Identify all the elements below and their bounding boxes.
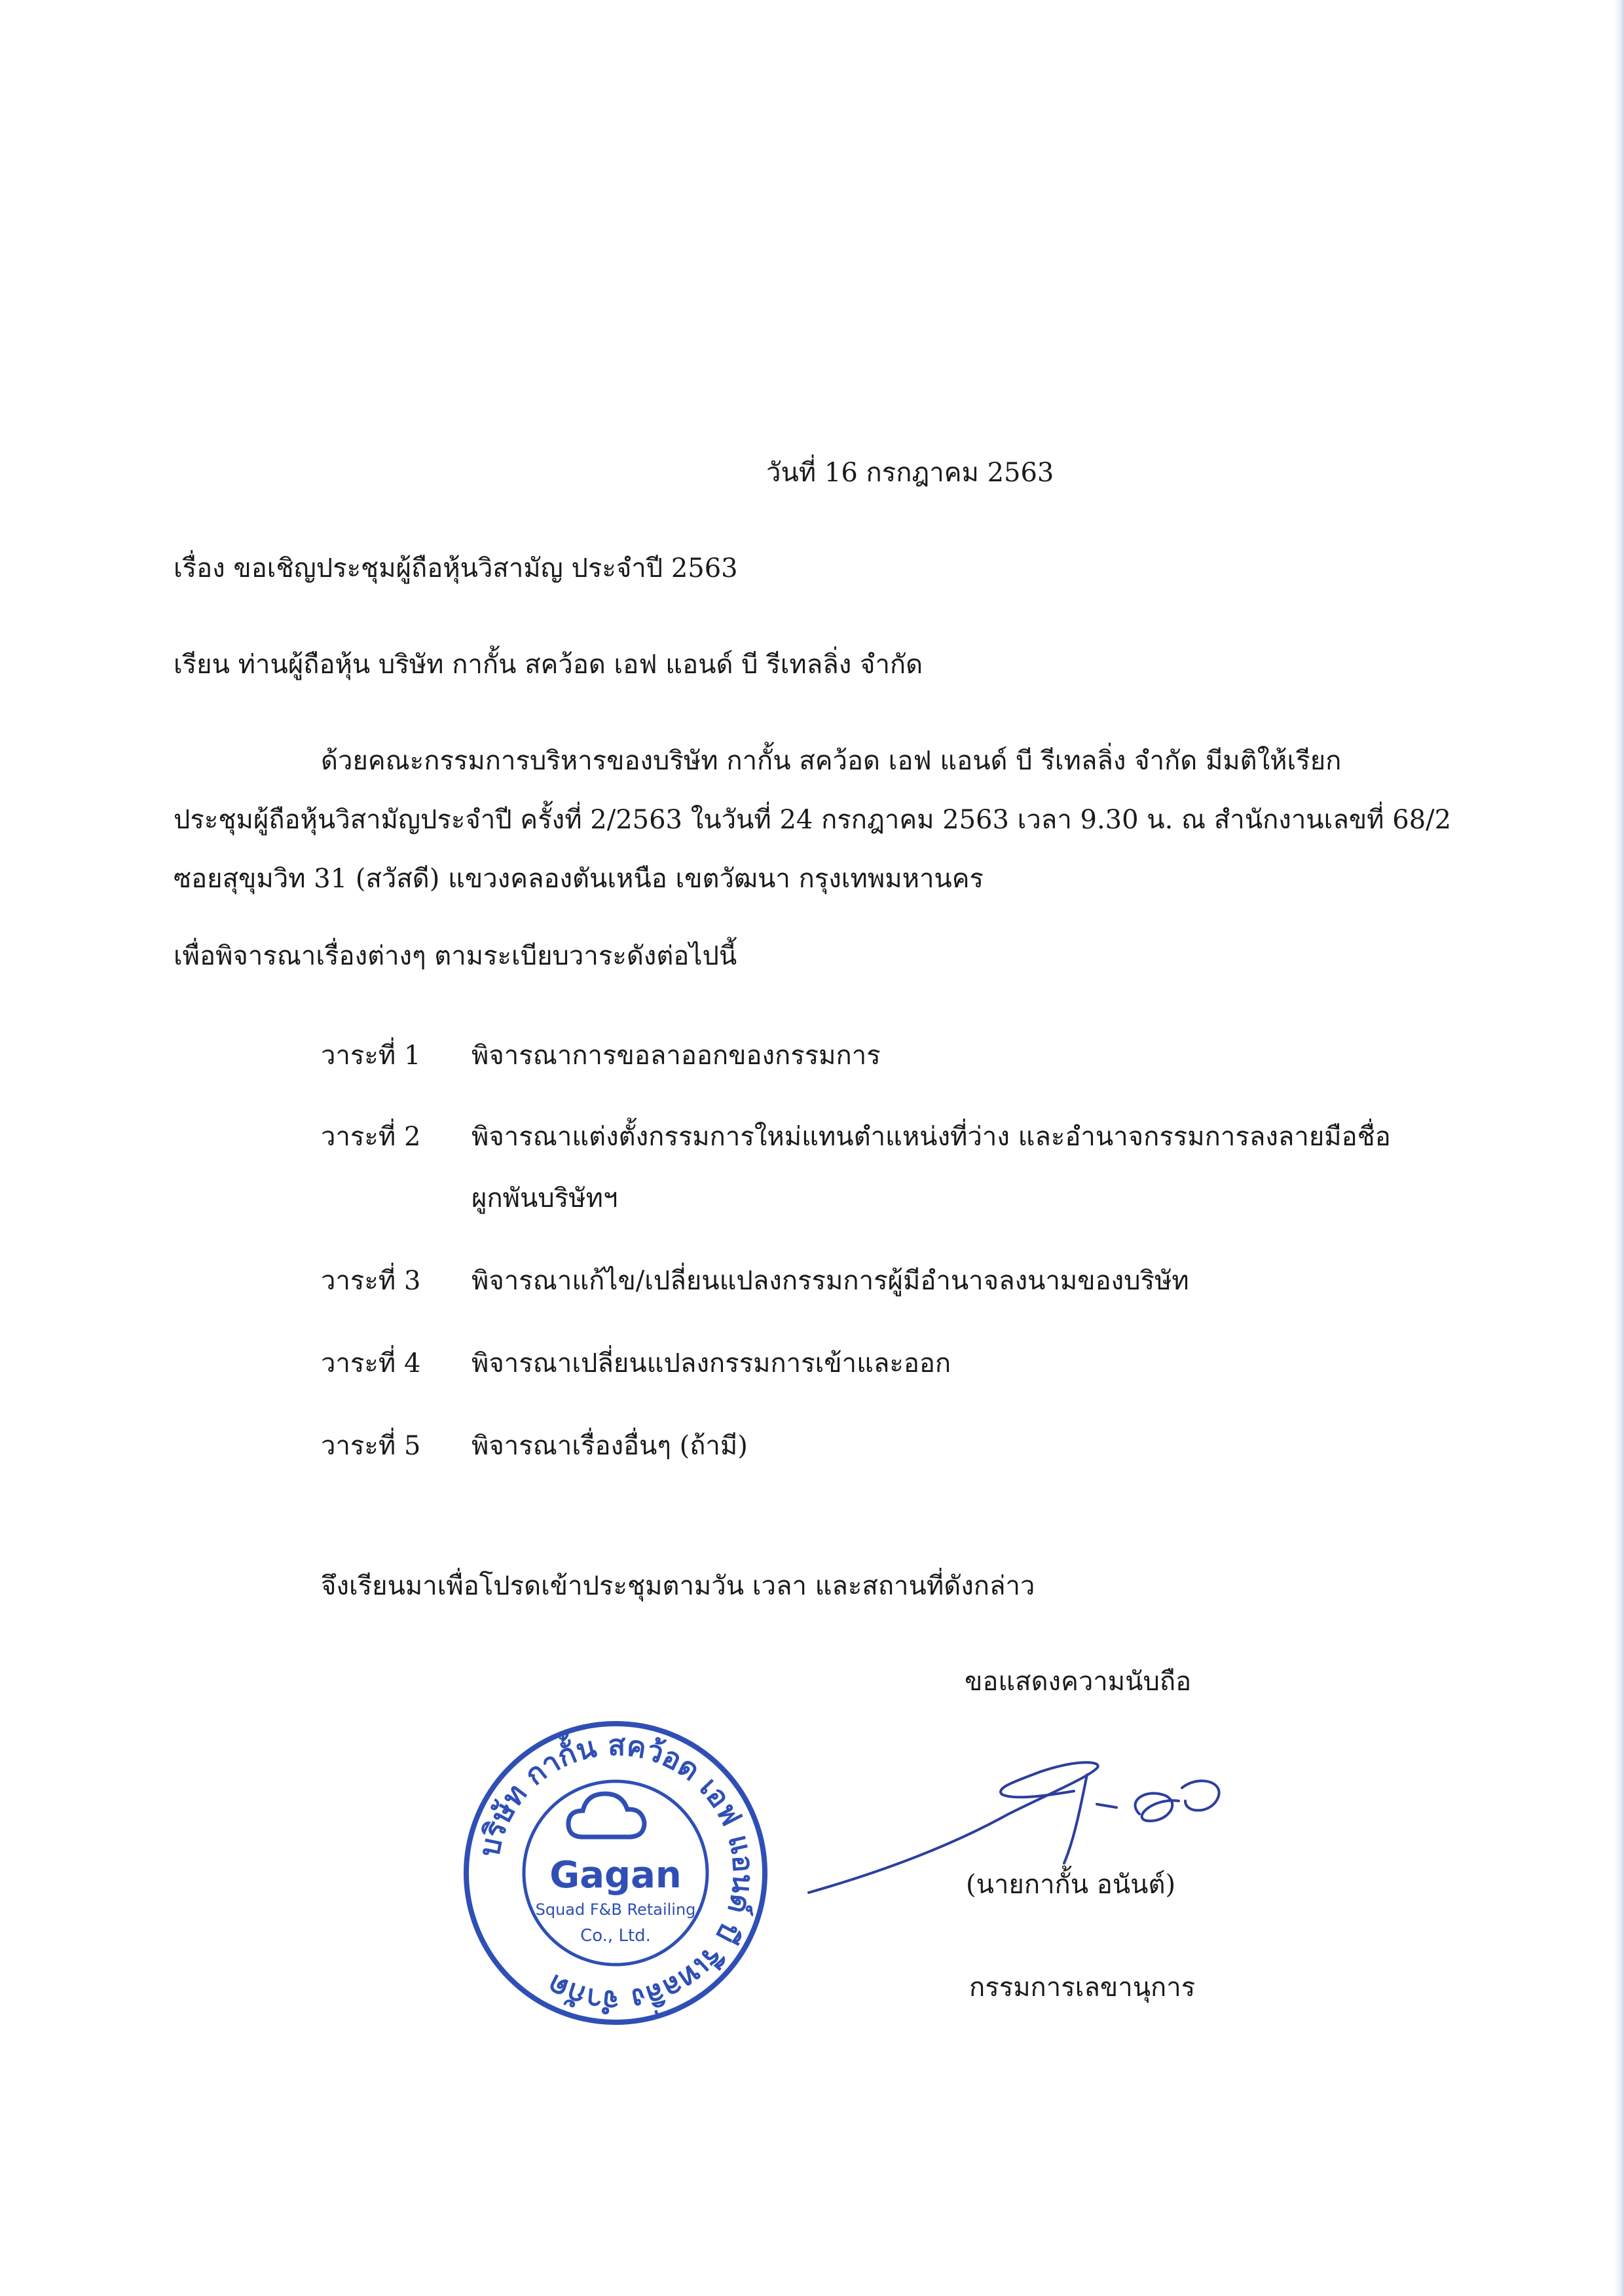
body-intro-line: เพื่อพิจารณาเรื่องต่างๆ ตามระเบียบวาระดังต่อไปนี้ — [174, 941, 737, 971]
seal-suffix: Co., Ltd. — [580, 1926, 651, 1946]
agenda-number: วาระที่ 3 — [321, 1266, 421, 1296]
agenda-text: พิจารณาแก้ไข/เปลี่ยนแปลงกรรมการผู้มีอำนาจลงนามของบริษัท — [471, 1266, 1189, 1296]
agenda-number: วาระที่ 1 — [321, 1041, 421, 1071]
seal-ring-text: บริษัท กากั้น สคว้อด เอฟ แอนด์ บี รีเทลลิ่ง จำกัด — [472, 1728, 760, 2018]
body-paragraph-line: ประชุมผู้ถือหุ้นวิสามัญประจำปี ครั้งที่ 2/2563 ในวันที่ 24 กรกฎาคม 2563 เวลา 9.30 น. ณ สำนักงานเลขที่ 68/2 — [174, 805, 1452, 835]
seal-brand: Gagan — [549, 1854, 682, 1897]
agenda-text-continued: ผูกพันบริษัทฯ — [471, 1183, 618, 1213]
body-paragraph-line: ซอยสุขุมวิท 31 (สวัสดี) แขวงคลองตันเหนือ เขตวัฒนา กรุงเทพมหานคร — [174, 864, 984, 894]
body-paragraph-line: ด้วยคณะกรรมการบริหารของบริษัท กากั้น สคว้อด เอฟ แอนด์ บี รีเทลลิ่ง จำกัด มีมติให้เรียก — [321, 746, 1342, 776]
seal-tagline: Squad F&B Retailing — [535, 1900, 696, 1919]
agenda-text: พิจารณาแต่งตั้งกรรมการใหม่แทนตำแหน่งที่ว่าง และอำนาจกรรมการลงลายมือชื่อ — [471, 1122, 1391, 1152]
cloud-icon — [568, 1794, 644, 1837]
agenda-number: วาระที่ 4 — [321, 1348, 421, 1379]
agenda-number: วาระที่ 2 — [321, 1122, 421, 1152]
agenda-text: พิจารณาเรื่องอื่นๆ (ถ้ามี) — [471, 1431, 748, 1461]
agenda-text: พิจารณาเปลี่ยนแปลงกรรมการเข้าและออก — [471, 1348, 951, 1379]
letter-subject: เรื่อง ขอเชิญประชุมผู้ถือหุ้นวิสามัญ ประจำปี 2563 — [174, 553, 738, 583]
complimentary-close: ขอแสดงความนับถือ — [965, 1667, 1192, 1697]
letter-date: วันที่ 16 กรกฎาคม 2563 — [766, 458, 1054, 488]
closing-line: จึงเรียนมาเพื่อโปรดเข้าประชุมตามวัน เวลา และสถานที่ดังกล่าว — [321, 1571, 1035, 1601]
signer-title: กรรมการเลขานุการ — [969, 1972, 1196, 2003]
letter-addressee: เรียน ท่านผู้ถือหุ้น บริษัท กากั้น สคว้อด เอฟ แอนด์ บี รีเทลลิ่ง จำกัด — [174, 650, 923, 680]
scan-edge — [1614, 0, 1624, 2296]
agenda-number: วาระที่ 5 — [321, 1431, 421, 1461]
company-seal — [458, 1716, 773, 2030]
signer-name: (นายกากั้น อนันต์) — [966, 1870, 1176, 1900]
agenda-text: พิจารณาการขอลาออกของกรรมการ — [471, 1041, 881, 1071]
